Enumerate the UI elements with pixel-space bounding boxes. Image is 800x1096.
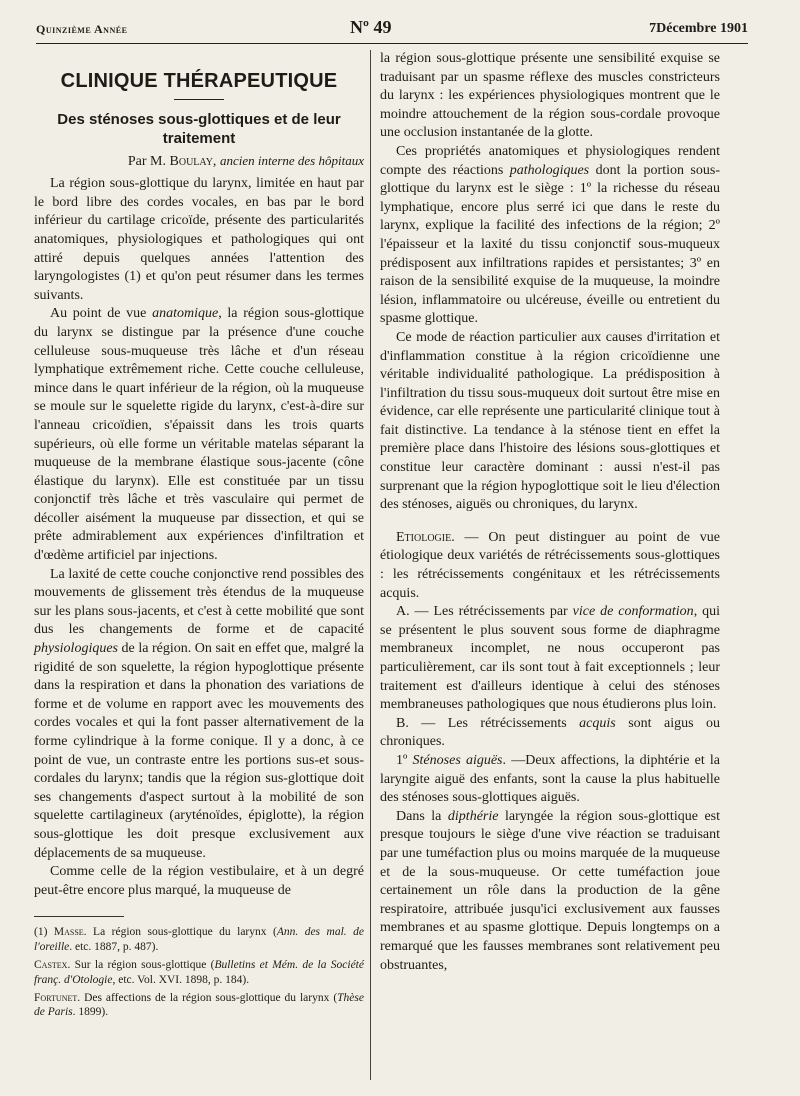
- right-column: [380, 50, 720, 975]
- emphasis: Thèse de Paris: [34, 991, 364, 1019]
- emphasis: physiologiques: [34, 641, 118, 657]
- byline: [34, 152, 364, 172]
- text-run: 1º: [396, 752, 413, 768]
- paragraph: [34, 305, 364, 565]
- paragraph: [380, 143, 720, 329]
- footnote: [34, 958, 364, 988]
- header-date: 7Décembre 1901: [649, 21, 748, 36]
- paragraph: la région sous-glottique présente une sensibilité exquise se traduisant par un spasme réflexe des muscles constricteurs du larynx : les expériences physiologiques montrent que le moindre attouchement de la région sous-cordale provoque une occlusion instantanée de la glotte.: [380, 51, 720, 141]
- text-run: Dans la: [396, 808, 448, 824]
- text-run: sont aigus ou chroniques.: [380, 715, 720, 750]
- text-run: laryngée la région sous-glottique est presque toujours le siège d'une vive réaction se traduisant par une tuméfaction plus ou moins marquée de la muqueuse et de la sous-muqueuse. Or cette tuméfaction joue certainement un rôle dans la production de la gêne respiratoire, attribuée jusqu'ici exclusivement aux fausses membranes et au spasme glottique. Depuis longtemps on a remarqué que les fausses membranes sont relativement peu obstruantes,: [380, 808, 720, 973]
- column-divider: [370, 50, 371, 1080]
- emphasis: anatomique: [152, 306, 219, 322]
- paragraph: [380, 715, 720, 752]
- paragraph: [380, 529, 720, 603]
- text-run: La région sous-glottique du larynx (: [86, 926, 277, 939]
- text-run: . etc. 1887, p. 487).: [69, 941, 159, 954]
- emphasis: pathologiques: [509, 162, 590, 178]
- text-run: Au point de vue: [50, 306, 153, 322]
- subsection-heading: Etiologie.: [396, 529, 455, 545]
- text-run: , qui se présentent le plus souvent sous forme de diaphragme membraneux incomplet, ne nous occuperont pas particulièrement, car ils sont tout à fait exceptionnels ; leur traitement est d'ailleurs identique à celui des sténoses membraneuses pathologiques que nous étudierons plus loin.: [380, 604, 721, 713]
- left-column: [34, 64, 364, 1023]
- running-head: [36, 18, 778, 40]
- paragraph: Ce mode de réaction particulier aux causes d'irritation et d'inflammation constitue à la région cricoïdienne une véritable individualité pathologique. La prédisposition à l'infiltration du tissu sous-muqueux doit surtout être mise en évidence, car elle représente une particularité clinique tout à fait distinctive. La tendance à la sténose tient en effet la première place dans l'histoire des lésions sous-glottiques et constitue leur caractère dominant : aussi n'est-il pas surprenant que la région hypoglottique soit le lieu d'élection des sténoses, aiguës ou chroniques, du larynx.: [380, 329, 720, 513]
- text-run: Des affections de la région sous-glottique du larynx (: [80, 991, 338, 1004]
- footnote-author: Masse.: [53, 926, 87, 939]
- text-run: A. — Les rétrécissements par: [396, 604, 573, 620]
- header-volume: Quinzième Année: [36, 22, 128, 36]
- text-run: B. — Les rétrécissements: [396, 715, 580, 731]
- footnote-author: Castex.: [34, 958, 71, 971]
- emphasis: acquis: [579, 715, 616, 731]
- text-run: de la région. On sait en effet que, malgré la rigidité de son squelette, la région hypoglottique présente dans la respiration et dans la phonation des variations de forme et de volume en rapport avec les mouvements des cordes vocales et qui la font passer alternativement de la forme cylindrique à la forme conique. Il y a donc, à ce point de vue, un contraste entre les portions sus-et sous-cordales du larynx; tandis que la région sus-glottique doit ses changements d'aspect surtout à la mobilité de son squelette cartilagineux (aryténoïdes, épiglotte), la région sous-glottique les doit presque exclusivement aux déplacements de sa muqueuse.: [34, 641, 364, 861]
- paragraph: [380, 752, 720, 808]
- footnote-number: (1): [34, 926, 54, 939]
- article-title: Des sténoses sous-glottiques et de leur traitement: [57, 110, 341, 147]
- author-role: ancien interne des hôpitaux: [219, 152, 364, 168]
- emphasis: Ann. des mal. de l'oreille: [34, 926, 364, 954]
- section-gap: [380, 515, 720, 529]
- byline-prefix: Par M.: [127, 153, 170, 169]
- emphasis: vice de conformation: [572, 604, 694, 620]
- paragraph: [380, 603, 720, 715]
- paragraph: [34, 566, 364, 864]
- text-run: , etc. Vol. XVI. 1898, p. 184).: [112, 973, 250, 986]
- text-run: — On peut distinguer au point de vue étiologique deux variétés de rétrécissements sous-glottiques : les rétrécissements congénitaux et les rétrécissements acquis.: [380, 529, 720, 601]
- text-run: . 1899).: [72, 1006, 109, 1019]
- header-issue-number: Nº 49: [350, 17, 392, 37]
- emphasis: dipthérie: [447, 808, 499, 824]
- footnote: [34, 925, 364, 955]
- text-run: Sur la région sous-glottique (: [70, 958, 215, 971]
- author-name: Boulay,: [169, 153, 217, 169]
- title-rule: [174, 99, 224, 100]
- text-run: La laxité de cette couche conjonctive rend possibles des mouvements de glissement très étendus de la muqueuse sur les plans sous-jacents, et c'est à cette mobilité que sont dus les changements de forme et de capacité: [34, 566, 364, 638]
- paragraph: La région sous-glottique du larynx, limitée en haut par le bord libre des cordes vocales, en bas par le bord inférieur du cartilage cricoïde, présente des particularités anatomiques, physiologiques et pathologiques qui ont attiré depuis quelques années l'attention des laryngologistes (1) et qu'on peut résumer dans les termes suivants.: [34, 176, 364, 303]
- footnote: [34, 991, 364, 1021]
- section-title: CLINIQUE THÉRAPEUTIQUE: [60, 70, 338, 92]
- paragraph: [380, 808, 720, 975]
- footnote-rule: [34, 916, 124, 917]
- text-run: Ces propriétés anatomiques et physiologiques rendent compte des réactions: [380, 143, 720, 178]
- footnote-author: Fortunet.: [34, 991, 81, 1004]
- paragraph: Comme celle de la région vestibulaire, et à un degré peut-être encore plus marqué, la muqueuse de: [34, 864, 364, 898]
- header-rule: [36, 43, 748, 44]
- text-run: . —Deux affections, la diphtérie et la laryngite aiguë des enfants, sont la cause la plus habituelle des sténoses sous-glottiques aiguës.: [380, 752, 721, 806]
- text-run: dont la portion sous-glottique du larynx est le siège : 1º la richesse du réseau lymphatique, encore plus serré ici que dans le reste du larynx, explique la facilité des infections de la région; 2º l'épaisseur et la laxité du tissu conjonctif sous-muqueux prédisposent aux infiltrations rapides et persistantes; 3º en raison de la sensibilité exquise de la muqueuse, la moindre lésion, inflammatoire ou ulcéreuse, éveille ou entretient du spasme glottique.: [380, 162, 720, 327]
- emphasis: Sténoses aiguës: [412, 752, 503, 768]
- emphasis: Bulletins et Mém. de la Société franç. d'Otologie: [34, 958, 364, 986]
- text-run: , la région sous-glottique du larynx se distingue par la présence d'une couche celluleuse sous-muqueuse très lâche et d'un réseau lymphatique extrêmement riche. Cette couche celluleuse, mince dans le quart inférieur de la région, où la muqueuse se moule sur le squelette rigide du larynx, c'est-à-dire sur l'anneau cricoïdien, s'épaissit dans les trois quarts supérieurs, où elle forme un véritable matelas séparant la muqueuse de la membrane élastique sous-jacente (cône élastique du larynx). Elle est constituée par un tissu conjonctif très lâche et très vasculaire qui permet de décoller aisément la muqueuse par dissection, et qui se prête admirablement aux expériences d'infiltration et d'œdème artificiel par injections.: [34, 306, 365, 564]
